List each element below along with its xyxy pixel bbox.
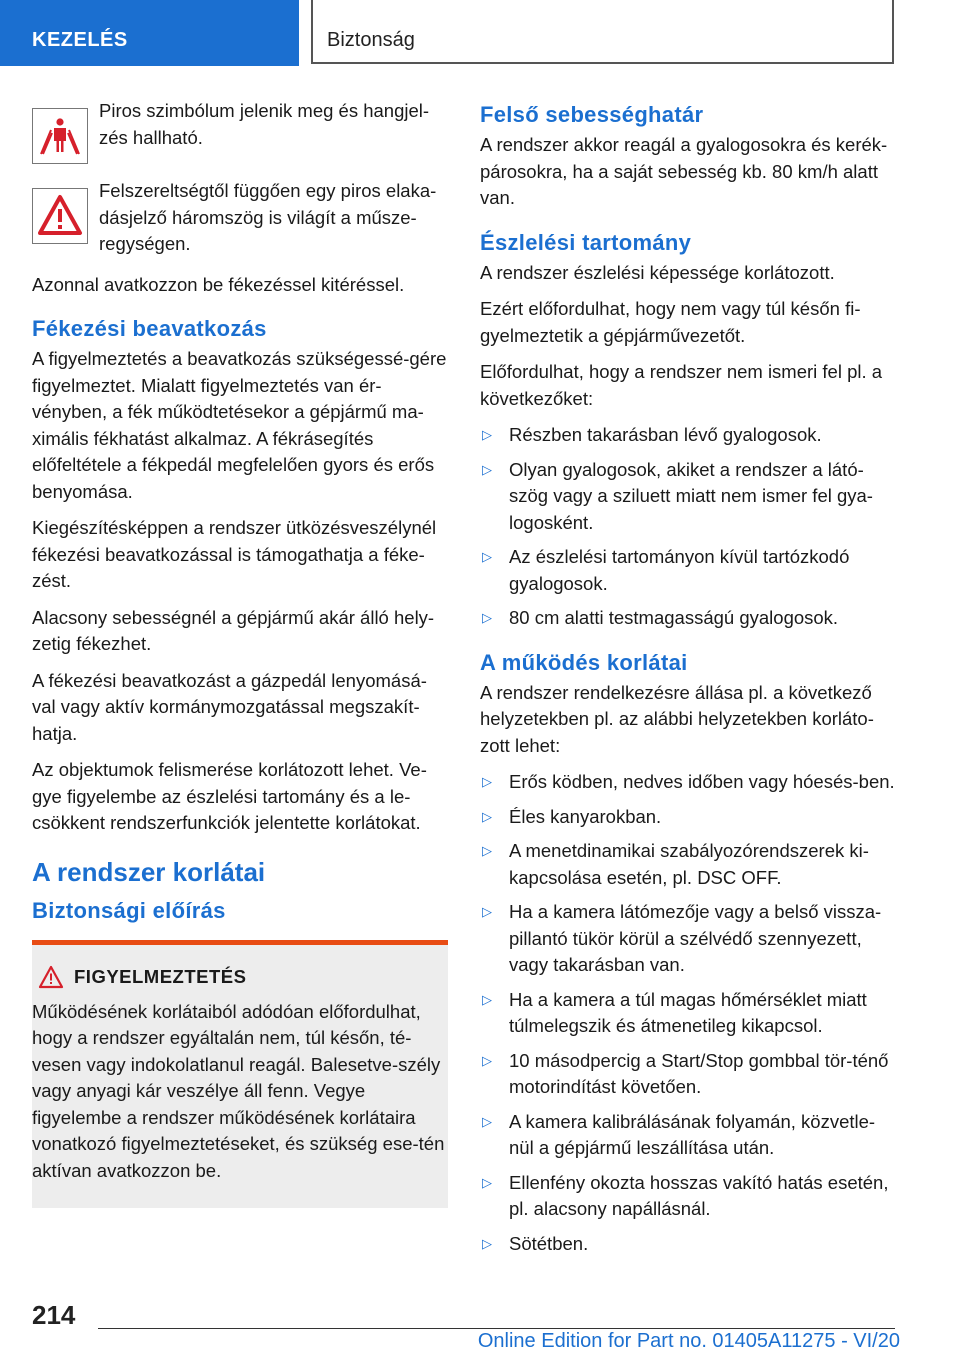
list-item: ▷ Ha a kamera a túl magas hőmérséklet miatt túlmelegszik és átmenetileg kikapcsol. bbox=[482, 988, 867, 1036]
triangle-bullet-icon: ▷ bbox=[482, 1113, 492, 1129]
triangle-bullet-icon: ▷ bbox=[482, 843, 492, 858]
operation-heading: A működés korlátai bbox=[480, 649, 688, 675]
left-column bbox=[32, 98, 448, 1208]
page-number: 214 bbox=[32, 1300, 76, 1330]
list-item: ▷ Éles kanyarokban. bbox=[480, 804, 896, 831]
list-item: ▷ 10 másodpercig a Start/Stop gombbal tör-ténő motorindítást követően. bbox=[482, 1049, 889, 1097]
list-item: ▷ Ha a kamera látómezője vagy a belső vissza-pillantó tükör körül a szélvédő szennyezett, vagy takarásban van. bbox=[482, 901, 882, 975]
list-item: ▷ Olyan gyalogosok, akiket a rendszer a látó-szög vagy a sziluett miatt nem ismer fel gya-logosként. bbox=[482, 458, 873, 533]
section-label: Biztonság bbox=[327, 29, 415, 51]
detection-list bbox=[480, 422, 896, 632]
paragraph: Ezért előfordulhat, hogy nem vagy túl későn fi-gyelmeztetik a gépjárművezetőt. bbox=[480, 298, 861, 346]
warning-triangle-icon bbox=[32, 188, 88, 244]
detection-heading: Észlelési tartomány bbox=[480, 229, 692, 255]
list-item: ▷ Az észlelési tartományon kívül tartózkodó gyalogosok. bbox=[482, 546, 850, 594]
paragraph: Az objektumok felismerése korlátozott lehet. Ve-gye figyelembe az észlelési tartomány és a le-csökkent rendszerfunkciók jelentette korlátokat. bbox=[32, 759, 427, 833]
footer-edition: Online Edition for Part no. 01405A11275 - VI/20 bbox=[477, 1330, 900, 1352]
triangle-bullet-icon: ▷ bbox=[482, 1235, 492, 1251]
paragraph: Kiegészítésképpen a rendszer ütközésveszélynél fékezési beavatkozással is támogathatja a féke-zést. bbox=[32, 517, 437, 591]
list-item: ▷ Sötétben. bbox=[480, 1231, 896, 1258]
triangle-bullet-icon: ▷ bbox=[482, 991, 492, 1007]
speed-heading: Felső sebességhatár bbox=[480, 102, 704, 127]
triangle-bullet-icon: ▷ bbox=[482, 808, 492, 824]
footer-divider bbox=[98, 1328, 895, 1329]
warning-text: Működésének korlátaiból adódóan előfordulhat, hogy a rendszer egyáltalán nem, túl későn, té-vesen vagy indokolatlanul reagál. Balesetve-szély vagy anyagi kár veszélye áll fenn. Vegye figyelembe a rendszer működésének korlátaira vonatkozó figyelmeztetéseket, és szükség ese-tén aktívan avatkozzon be. bbox=[32, 1000, 445, 1181]
paragraph: A rendszer észlelési képessége korlátozott. bbox=[480, 261, 835, 283]
pedestrian-warning-icon bbox=[32, 108, 88, 164]
triangle-bullet-icon: ▷ bbox=[482, 427, 492, 442]
symbol-text: Felszereltségtől függően egy piros elaka-dásjelző háromszög is világít a műsze-regységen. bbox=[99, 180, 437, 254]
warning-title-row bbox=[32, 965, 448, 989]
paragraph: Előfordulhat, hogy a rendszer nem ismeri fel pl. a következőket: bbox=[480, 361, 883, 409]
triangle-bullet-icon: ▷ bbox=[482, 1174, 492, 1190]
chapter-label: KEZELÉS bbox=[32, 29, 128, 51]
list-item: ▷ Erős ködben, nedves időben vagy hóesés-ben. bbox=[480, 769, 896, 796]
symbol-text: Piros szimbólum jelenik meg és hangjel-zés hallható. bbox=[99, 100, 430, 148]
warning-box bbox=[32, 940, 448, 1209]
paragraph: A fékezési beavatkozást a gázpedál lenyomásá-val vagy aktív kormánymozgatással megszakít-hatja. bbox=[32, 669, 427, 744]
operation-intro: A rendszer rendelkezésre állása pl. a következő helyzetekben pl. az alábbi helyzetekben korláto-zott lehet: bbox=[480, 681, 874, 756]
speed-text: A rendszer akkor reagál a gyalogosokra és kerék-párosokra, ha a saját sebesség kb. 80 km/h alatt van. bbox=[480, 134, 888, 208]
list-item: ▷ A menetdinamikai szabályozórendszerek ki-kapcsolása esetén, pl. DSC OFF. bbox=[482, 840, 869, 888]
triangle-bullet-icon: ▷ bbox=[482, 774, 492, 789]
triangle-bullet-icon: ▷ bbox=[482, 610, 492, 625]
list-item: ▷ 80 cm alatti testmagasságú gyalogosok. bbox=[480, 605, 896, 632]
triangle-bullet-icon: ▷ bbox=[482, 549, 492, 564]
right-column bbox=[480, 98, 896, 1267]
triangle-bullet-icon: ▷ bbox=[482, 461, 492, 477]
paragraph: A figyelmeztetés a beavatkozás szükségessé-gére figyelmeztet. Mialatt figyelmeztetés van ér-vényben, a fék működtetésekor a gépjármű ma-ximális fékhatást alkalmaz. A fékrásegítés előfeltétele a fékpedál megfelelően gyors és erős benyomása. bbox=[32, 348, 447, 502]
triangle-bullet-icon: ▷ bbox=[482, 904, 492, 919]
symbol-row-triangle bbox=[32, 178, 448, 258]
warning-title: FIGYELMEZTETÉS bbox=[74, 965, 247, 987]
intro-text: Azonnal avatkozzon be fékezéssel kitéréssel. bbox=[32, 273, 405, 295]
operation-list bbox=[480, 769, 896, 1257]
list-item: ▷ A kamera kalibrálásának folyamán, közvetle-nül a gépjármű leszállítása után. bbox=[482, 1110, 876, 1158]
braking-heading: Fékezési beavatkozás bbox=[32, 316, 267, 341]
triangle-bullet-icon: ▷ bbox=[482, 1052, 492, 1068]
limits-heading: A rendszer korlátai bbox=[32, 856, 266, 887]
warning-icon bbox=[38, 965, 64, 989]
chapter-tab bbox=[0, 0, 299, 66]
list-item: ▷ Részben takarásban lévő gyalogosok. bbox=[480, 422, 896, 449]
list-item: ▷ Ellenfény okozta hosszas vakító hatás esetén, pl. alacsony napállásnál. bbox=[482, 1171, 889, 1219]
section-header bbox=[311, 0, 894, 64]
paragraph: Alacsony sebességnél a gépjármű akár álló hely-zetig fékezhet. bbox=[32, 606, 435, 654]
symbol-row-pedestrian bbox=[32, 98, 448, 164]
safety-heading: Biztonsági előírás bbox=[32, 897, 226, 923]
